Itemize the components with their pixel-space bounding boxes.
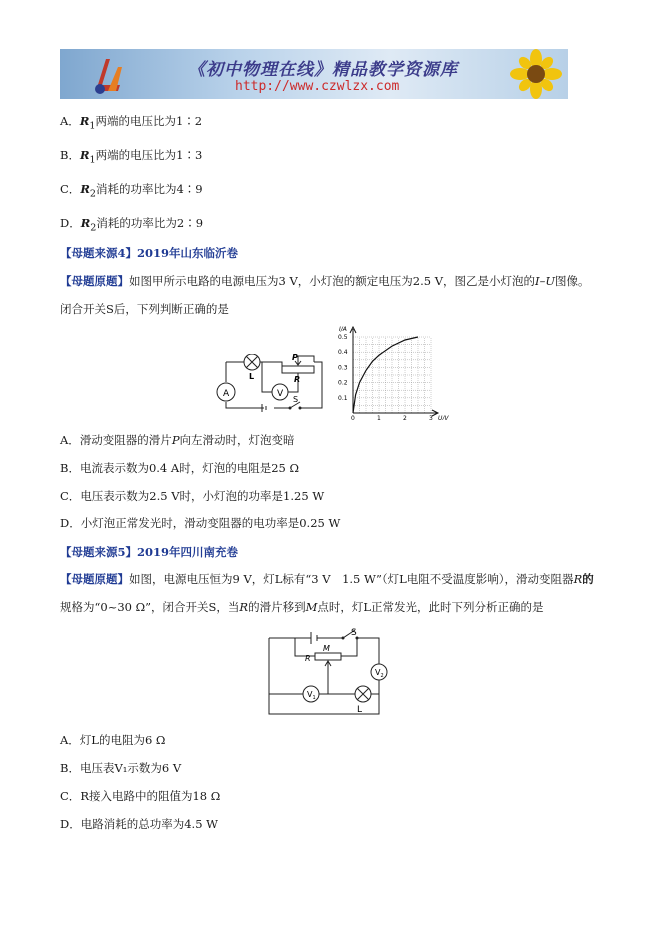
q4-ammeter-label: A [223,389,230,399]
q4-source: 【母题来源4】2019年山东临沂卷 [60,246,239,260]
q5-point-label: M [323,644,330,653]
banner-title: 《初中物理在线》精品教学资源库 [188,60,458,80]
prev-option-d[interactable]: D．$R_2$消耗的功率比为2∶9 [60,216,204,234]
q5-v2-label: $V_2$ [375,668,384,679]
y-tick-label: 0.3 [338,364,348,372]
x-tick-label: 1 [377,415,381,420]
q5-circuit-diagram [265,626,401,718]
y-tick-label: 0.4 [338,349,348,357]
q4-switch-label: S [293,395,299,404]
banner-url[interactable]: http://www.czwlzx.com [235,79,400,94]
q5-stem-line1: 【母题原题】如图，电源电压恒为9 V，灯L标有“3 V 1.5 W”（灯L电阻不受温度影响），滑动变阻器R的 [60,572,594,586]
q4-iu-chart [335,323,450,420]
prev-option-c[interactable]: C．$R_2$消耗的功率比为4∶9 [60,182,203,200]
q5-option-d[interactable]: D．电路消耗的总功率为4.5 W [60,817,218,831]
chart-grid [353,337,431,413]
prev-option-a[interactable]: A．$R_1$两端的电压比为1∶2 [60,114,203,132]
q4-slider-label: P [292,354,298,362]
x-tick-label: 3 [429,415,433,420]
q4-resistor-label: R [294,375,301,384]
q5-option-a[interactable]: A．灯L的电阻为6 Ω [60,733,166,747]
y-tick-label: 0.5 [338,334,348,341]
x-tick-label: 0 [351,415,355,420]
q4-option-c[interactable]: C．电压表示数为2.5 V时，小灯泡的功率是1.25 W [60,489,325,503]
y-tick-label: 0.1 [338,394,348,402]
q5-option-b[interactable]: B．电压表V₁示数为6 V [60,761,182,775]
x-tick-label: 2 [403,415,407,420]
q4-stem-line1: 【母题原题】如图甲所示电路的电源电压为3 V，小灯泡的额定电压为2.5 V，图乙是小灯泡的I–U图像。 [60,274,590,288]
prev-option-b[interactable]: B．$R_1$两端的电压比为1∶3 [60,148,203,166]
q5-resistor-label: R [305,654,311,663]
logo-icon [90,55,130,95]
header-banner [60,49,568,99]
q5-v1-label: $V_1$ [307,690,316,701]
q4-lamp-label: L [249,372,255,381]
q4-voltmeter-label: V [277,389,284,399]
q5-switch-label: S [351,628,357,638]
q4-option-b[interactable]: B．电流表示数为0.4 A时，灯泡的电阻是25 Ω [60,461,300,475]
q4-option-d[interactable]: D．小灯泡正常发光时，滑动变阻器的电功率是0.25 W [60,516,341,530]
chart-axes [350,327,438,416]
chart-ylabel: I/A [339,326,347,333]
q4-stem-line2: 闭合开关S后，下列判断正确的是 [60,302,229,316]
q4-option-a[interactable]: A．滑动变阻器的滑片P向左滑动时，灯泡变暗 [60,433,295,447]
q5-stem-line2: 规格为“0~30 Ω”，闭合开关S，当R的滑片移到M点时，灯L正常发光，此时下列分析正确的是 [60,600,544,614]
q4-circuit-diagram [214,354,326,412]
chart-xlabel: U/V [438,415,449,420]
y-tick-label: 0.2 [338,379,348,387]
q5-source: 【母题来源5】2019年四川南充卷 [60,545,239,559]
q5-option-c[interactable]: C．R接入电路中的阻值为18 Ω [60,789,221,803]
sunflower-icon [498,49,568,99]
q5-lamp-label: L [357,705,363,715]
